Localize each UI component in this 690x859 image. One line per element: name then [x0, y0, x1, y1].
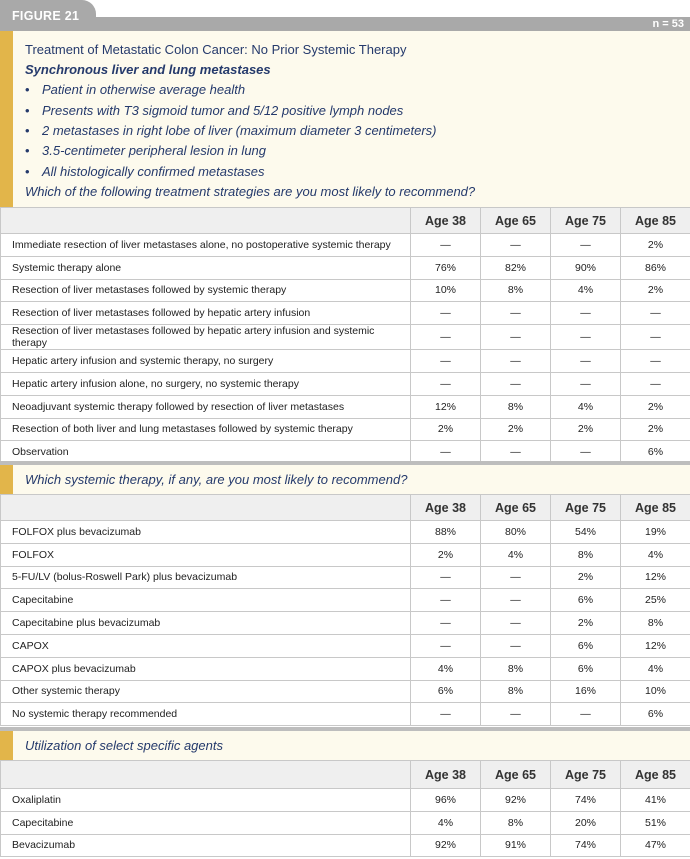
column-header: Age 65	[481, 208, 551, 234]
value-cell: 2%	[411, 418, 481, 441]
value-cell: 12%	[411, 395, 481, 418]
value-cell: 92%	[481, 789, 551, 812]
case-bullet: • Patient in otherwise average health	[25, 82, 246, 97]
header-blank-cell	[1, 495, 411, 521]
value-cell: —	[411, 703, 481, 726]
value-cell: —	[621, 302, 690, 325]
value-cell: 8%	[621, 612, 690, 635]
value-cell: —	[551, 325, 621, 350]
table-row	[1, 634, 690, 657]
value-cell: —	[621, 325, 690, 350]
value-cell: 51%	[621, 811, 690, 834]
value-cell: 8%	[481, 279, 551, 302]
systemic-question: Which systemic therapy, if any, are you most likely to recommend?	[25, 472, 408, 487]
value-cell: 4%	[481, 543, 551, 566]
value-cell: —	[551, 441, 621, 464]
value-cell: —	[481, 372, 551, 395]
value-cell: 6%	[551, 589, 621, 612]
column-header-row	[1, 208, 690, 234]
value-cell: 2%	[621, 418, 690, 441]
row-label: Neoadjuvant systemic therapy followed by resection of liver metastases	[1, 395, 411, 418]
value-cell: —	[411, 612, 481, 635]
row-label: FOLFOX plus bevacizumab	[1, 521, 411, 544]
value-cell: —	[411, 302, 481, 325]
table-row	[1, 372, 690, 395]
header-blank-cell	[1, 208, 411, 234]
value-cell: —	[481, 325, 551, 350]
value-cell: 10%	[621, 680, 690, 703]
table-row	[1, 543, 690, 566]
table-row	[1, 703, 690, 726]
value-cell: —	[551, 302, 621, 325]
table-row	[1, 589, 690, 612]
case-bullet: • 2 metastases in right lobe of liver (maximum diameter 3 centimeters)	[25, 123, 437, 138]
column-header: Age 85	[621, 495, 690, 521]
table-row	[1, 789, 690, 812]
value-cell: 16%	[551, 680, 621, 703]
value-cell: 92%	[411, 834, 481, 857]
column-header: Age 85	[621, 208, 690, 234]
value-cell: 4%	[551, 395, 621, 418]
agents-table	[0, 760, 690, 857]
value-cell: 6%	[411, 680, 481, 703]
row-label: Capecitabine	[1, 811, 411, 834]
row-label: Resection of liver metastases followed by hepatic artery infusion	[1, 302, 411, 325]
row-label: Hepatic artery infusion alone, no surgery, no systemic therapy	[1, 372, 411, 395]
value-cell: 20%	[551, 811, 621, 834]
value-cell: 19%	[621, 521, 690, 544]
value-cell: —	[411, 234, 481, 257]
row-label: Resection of liver metastases followed by systemic therapy	[1, 279, 411, 302]
treatment-table	[0, 207, 690, 464]
value-cell: 86%	[621, 256, 690, 279]
column-header: Age 75	[551, 495, 621, 521]
column-header: Age 65	[481, 761, 551, 789]
case-bullet: • All histologically confirmed metastases	[25, 164, 265, 179]
value-cell: 2%	[481, 418, 551, 441]
value-cell: —	[551, 234, 621, 257]
value-cell: 2%	[551, 566, 621, 589]
table-row	[1, 680, 690, 703]
value-cell: —	[481, 234, 551, 257]
value-cell: —	[481, 566, 551, 589]
value-cell: —	[411, 372, 481, 395]
value-cell: 54%	[551, 521, 621, 544]
value-cell: 6%	[621, 441, 690, 464]
value-cell: —	[481, 350, 551, 373]
accent-stripe	[0, 465, 13, 494]
value-cell: 82%	[481, 256, 551, 279]
row-label: Oxaliplatin	[1, 789, 411, 812]
table-row	[1, 325, 690, 350]
value-cell: —	[481, 612, 551, 635]
table-row	[1, 279, 690, 302]
value-cell: —	[411, 634, 481, 657]
value-cell: 8%	[551, 543, 621, 566]
row-label: No systemic therapy recommended	[1, 703, 411, 726]
value-cell: 2%	[411, 543, 481, 566]
table-row	[1, 834, 690, 857]
row-label: Resection of liver metastases followed by hepatic artery infusion and systemic therapy	[1, 325, 411, 350]
column-header: Age 75	[551, 761, 621, 789]
row-label: Systemic therapy alone	[1, 256, 411, 279]
value-cell: 8%	[481, 680, 551, 703]
value-cell: 4%	[411, 811, 481, 834]
value-cell: —	[621, 350, 690, 373]
table-row	[1, 234, 690, 257]
accent-stripe	[0, 731, 13, 760]
value-cell: 8%	[481, 657, 551, 680]
value-cell: 88%	[411, 521, 481, 544]
value-cell: 74%	[551, 789, 621, 812]
column-header-row	[1, 495, 690, 521]
value-cell: 6%	[551, 634, 621, 657]
value-cell: —	[551, 703, 621, 726]
value-cell: —	[621, 372, 690, 395]
value-cell: 25%	[621, 589, 690, 612]
row-label: Immediate resection of liver metastases alone, no postoperative systemic therapy	[1, 234, 411, 257]
row-label: CAPOX plus bevacizumab	[1, 657, 411, 680]
value-cell: 80%	[481, 521, 551, 544]
table-row	[1, 657, 690, 680]
case-title: Treatment of Metastatic Colon Cancer: No Prior Systemic Therapy	[25, 42, 407, 57]
row-label: Hepatic artery infusion and systemic therapy, no surgery	[1, 350, 411, 373]
value-cell: 8%	[481, 395, 551, 418]
column-header: Age 38	[411, 208, 481, 234]
value-cell: —	[481, 589, 551, 612]
value-cell: —	[411, 325, 481, 350]
value-cell: —	[551, 350, 621, 373]
case-question: Which of the following treatment strategies are you most likely to recommend?	[25, 184, 476, 199]
value-cell: —	[411, 350, 481, 373]
row-label: CAPOX	[1, 634, 411, 657]
table-row	[1, 521, 690, 544]
table-row	[1, 418, 690, 441]
table-row	[1, 811, 690, 834]
value-cell: 6%	[621, 703, 690, 726]
value-cell: 47%	[621, 834, 690, 857]
value-cell: 41%	[621, 789, 690, 812]
value-cell: —	[411, 441, 481, 464]
table-row	[1, 256, 690, 279]
column-header: Age 75	[551, 208, 621, 234]
table-row	[1, 395, 690, 418]
case-bullet: • Presents with T3 sigmoid tumor and 5/12 positive lymph nodes	[25, 103, 404, 118]
value-cell: 2%	[621, 395, 690, 418]
value-cell: —	[481, 441, 551, 464]
value-cell: 8%	[481, 811, 551, 834]
row-label: Capecitabine	[1, 589, 411, 612]
value-cell: 96%	[411, 789, 481, 812]
row-label: Capecitabine plus bevacizumab	[1, 612, 411, 635]
value-cell: 4%	[621, 543, 690, 566]
table-row	[1, 350, 690, 373]
systemic-therapy-table	[0, 494, 690, 726]
value-cell: 76%	[411, 256, 481, 279]
value-cell: 6%	[551, 657, 621, 680]
column-header: Age 38	[411, 495, 481, 521]
agents-question-header	[0, 731, 690, 760]
header-blank-cell	[1, 761, 411, 789]
value-cell: 4%	[551, 279, 621, 302]
row-label: Observation	[1, 441, 411, 464]
value-cell: —	[411, 566, 481, 589]
value-cell: 12%	[621, 634, 690, 657]
value-cell: 12%	[621, 566, 690, 589]
case-description	[0, 31, 690, 207]
figure-label: FIGURE 21	[0, 0, 96, 30]
value-cell: 74%	[551, 834, 621, 857]
row-label: 5-FU/LV (bolus-Roswell Park) plus bevacizumab	[1, 566, 411, 589]
figure-header-bar	[0, 17, 690, 31]
row-label: Bevacizumab	[1, 834, 411, 857]
row-label: FOLFOX	[1, 543, 411, 566]
value-cell: —	[551, 372, 621, 395]
value-cell: 2%	[551, 418, 621, 441]
case-bullet: • 3.5-centimeter peripheral lesion in lung	[25, 143, 267, 158]
case-subtitle: Synchronous liver and lung metastases	[25, 62, 271, 77]
table-row	[1, 566, 690, 589]
table-row	[1, 612, 690, 635]
value-cell: —	[481, 703, 551, 726]
sample-size: n = 53	[652, 18, 684, 30]
value-cell: 2%	[621, 279, 690, 302]
row-label: Other systemic therapy	[1, 680, 411, 703]
accent-stripe	[0, 31, 13, 207]
row-label: Resection of both liver and lung metastases followed by systemic therapy	[1, 418, 411, 441]
value-cell: 10%	[411, 279, 481, 302]
value-cell: —	[481, 634, 551, 657]
column-header: Age 85	[621, 761, 690, 789]
value-cell: 91%	[481, 834, 551, 857]
value-cell: —	[481, 302, 551, 325]
value-cell: 90%	[551, 256, 621, 279]
column-header: Age 65	[481, 495, 551, 521]
value-cell: —	[411, 589, 481, 612]
value-cell: 2%	[621, 234, 690, 257]
value-cell: 2%	[551, 612, 621, 635]
systemic-question-header	[0, 465, 690, 494]
value-cell: 4%	[411, 657, 481, 680]
column-header: Age 38	[411, 761, 481, 789]
agents-question: Utilization of select specific agents	[25, 738, 223, 753]
value-cell: 4%	[621, 657, 690, 680]
column-header-row	[1, 761, 690, 789]
table-row	[1, 302, 690, 325]
